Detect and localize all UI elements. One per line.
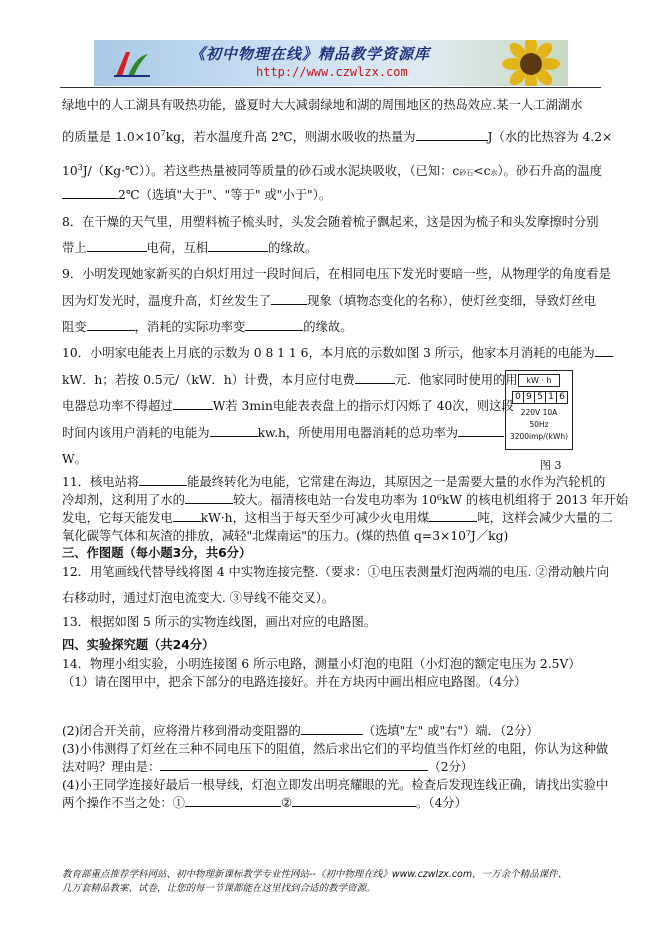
meter-spec-frequency: 50Hz [529, 420, 549, 429]
q11-blank-energy-form[interactable] [139, 474, 187, 486]
q10-blank-cost[interactable] [355, 372, 395, 384]
q8-blank-interaction[interactable] [208, 240, 268, 252]
q11-line-4: 氧化碳等气体和灰渣的排放，减轻"北煤南运"的压力。(煤的热值 q=3×10⁷J／kg) [62, 529, 509, 543]
q7-line-4: 2℃（选填"大于"、"等于" 或"小于"）。 [62, 187, 331, 203]
q7-blank-heat[interactable] [416, 129, 488, 141]
q10-line-1: 10．小明家电能表上月底的示数为 0 8 1 1 6，本月底的示数如图 3 所示，他家本月消耗的电能为 [62, 345, 613, 361]
meter-digit: 1 [545, 391, 557, 404]
q7-blank-compare[interactable] [62, 187, 118, 199]
q8-blank-charge[interactable] [87, 240, 147, 252]
q7-line-1: 绿地中的人工湖具有吸热功能，盛夏时大大减弱绿地和湖的周围地区的热岛效应.某一人工湖湖水 [62, 98, 583, 112]
q9-blank-phase[interactable] [271, 293, 307, 305]
meter-unit-label: kW · h [518, 374, 560, 387]
q11-line-3: 发电，它每天能发电 kW·h，这相当于每天至少可减少火电用煤 吨，这样会减少大量的二 [62, 511, 613, 525]
q8-line-2: 带上 电荷，互相 的缘故。 [62, 241, 318, 255]
q9-blank-resistance[interactable] [87, 319, 135, 331]
q14-part-3-line-2: 法对吗？理由是： （2分） [62, 760, 474, 774]
header-banner [94, 40, 568, 86]
q9-line-2: 因为灯发光时，温度升高，灯丝发生了 现象（填物态变化的名称），使灯丝变细，导致灯丝电 [62, 294, 597, 308]
meter-digits [512, 391, 567, 404]
sunflower-icon [500, 40, 562, 86]
section-3-heading: 三、作图题（每小题3分，共6分） [62, 546, 252, 560]
q14-blank-mistake-1[interactable] [185, 795, 281, 807]
q11-blank-coal[interactable] [429, 510, 477, 522]
q7-line-3: $10^3J/(Kg\cdot℃)$）。若这些热量被同等质量的砂石或水泥块吸收，（已知：c砂石<c水）。砂石升高的温度 [62, 163, 603, 179]
q10-line-5: W。 [62, 452, 87, 466]
q14-part-3-line-1: (3)小伟测得了灯丝在三种不同电压下的阻值，然后求出它们的平均值当作灯丝的电阻，你认为这种做 [62, 742, 609, 756]
q12-line-1: 12．用笔画线代替导线将图 4 中实物连接完整.（要求：①电压表测量灯泡两端的电压. ②滑动触片向 [62, 565, 610, 579]
q8-line-1: 8．在干燥的天气里，用塑料梳子梳头时，头发会随着梳子飘起来，这是因为梳子和头发摩擦时分别 [62, 215, 599, 229]
meter-digit: 6 [556, 391, 568, 404]
banner-url[interactable]: http://www.czwlzx.com [256, 65, 408, 79]
q11-blank-property[interactable] [185, 492, 233, 504]
meter-digit: 5 [534, 391, 546, 404]
q10-blank-maxpower[interactable] [173, 398, 213, 410]
q10-line-4: 时间内该用户消耗的电能为 kw.h，所使用用电器消耗的总功率为 [62, 425, 504, 441]
q9-line-1: 9．小明发现她家新买的白炽灯用过一段时间后，在相同电压下发光时要暗一些，从物理学的角度看是 [62, 267, 611, 281]
header-divider [60, 87, 601, 88]
site-logo-icon [112, 46, 152, 80]
banner-title: 《初中物理在线》精品教学资源库 [190, 45, 431, 63]
footer-line-2: 几万套精品教案、试卷，让您的每一节课都能在这里找到合适的教学资源。 [62, 883, 376, 894]
q10-blank-energy-3min[interactable] [210, 425, 258, 437]
q10-blank-energy[interactable] [595, 345, 613, 357]
q10-line-2: kW．h；若按 0.5元/（kW．h）计费，本月应付电费 元．他家同时使用的用 [62, 373, 518, 387]
q14-blank-reason[interactable] [160, 759, 428, 771]
q12-line-2: 右移动时，通过灯泡电流变大. ③导线不能交叉）。 [62, 591, 335, 605]
energy-meter-figure [505, 370, 573, 450]
q11-blank-daily-energy[interactable] [173, 510, 201, 522]
q14-part-2: (2)闭合开关前，应将滑片移到滑动变阻器的 （选填"左" 或"右"）端．（2分） [62, 724, 539, 738]
meter-digit: 9 [523, 391, 535, 404]
q14-blank-mistake-2[interactable] [292, 795, 416, 807]
q9-blank-power[interactable] [245, 319, 303, 331]
meter-digit: 0 [512, 391, 524, 404]
q14-intro: 14．物理小组实验，小明连接图 6 所示电路，测量小灯泡的电阻（小灯泡的额定电压为 2.5V） [62, 657, 581, 671]
q14-part-4-line-2: 两个操作不当之处：① ② 。（4分） [62, 796, 467, 810]
meter-spec-voltage: 220V 10A [520, 408, 558, 417]
q11-line-1: 11．核电站将 能最终转化为电能，它常建在海边，其原因之一是需要大量的水作为汽轮机的 [62, 475, 606, 489]
q13-line: 13．根据如图 5 所示的实物连线图，画出对应的电路图。 [62, 615, 377, 629]
figure-3-label: 图 3 [540, 459, 562, 472]
q10-line-3: 电器总功率不得超过 W若 3min电能表表盘上的指示灯闪烁了 40次，则这段 [62, 399, 514, 413]
footer-line-1: 教育部重点推荐学科网站、初中物理新课标教学专业性网站--《初中物理在线》www.czwlzx.com，一万余个精品课件、 [62, 869, 568, 880]
q10-blank-total-power[interactable] [458, 425, 504, 437]
q11-line-2: 冷却剂，这利用了水的 较大。福清核电站一台发电功率为 10⁶kW 的核电机组将于 2013 年开始 [62, 493, 629, 507]
q14-blank-slider-side[interactable] [301, 723, 363, 735]
q14-part-4-line-1: (4)小王同学连接好最后一根导线，灯泡立即发出明亮耀眼的光。检查后发现连线正确，请找出实验中 [62, 778, 609, 792]
q7-line-2: 的质量是 $1.0\times 10^7kg$，若水温度升高 2℃，则湖水吸收的热量为 J（水的比热容为 4.2× [62, 129, 613, 145]
section-4-heading: 四、实验探究题（共24分） [62, 638, 215, 652]
meter-spec-imp: 3200imp/(kWh) [509, 432, 569, 441]
q14-part-1: （1）请在图甲中，把余下部分的电路连接好。并在方块丙中画出相应电路图。（4分） [62, 675, 527, 689]
q9-line-3: 阻变 ，消耗的实际功率变 的缘故。 [62, 320, 353, 334]
